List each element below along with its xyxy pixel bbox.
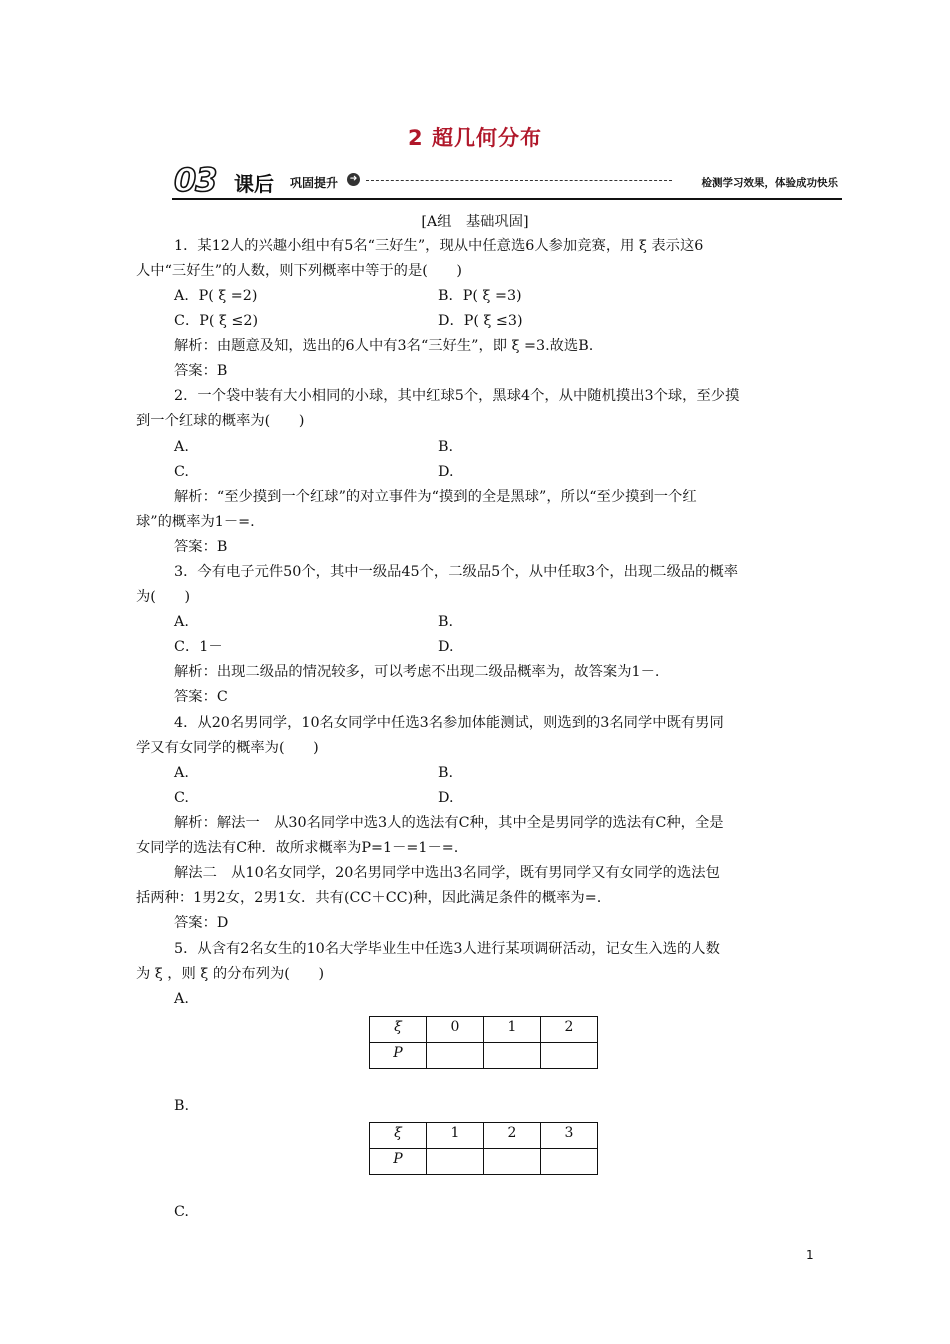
q1-answer: 答案：B xyxy=(174,363,228,379)
q3-explanation: 解析：出现二级品的情况较多，可以考虑不出现二级品概率为，故答案为1－. xyxy=(174,664,660,680)
q3-option-b: B. xyxy=(438,614,454,630)
q2-option-d: D. xyxy=(438,464,454,480)
q1-option-c: C．P( ξ ≤2) xyxy=(174,313,259,329)
q2-option-a: A. xyxy=(174,439,189,455)
q4-option-c: C. xyxy=(174,790,189,806)
q5-option-b: B. xyxy=(174,1098,190,1114)
q2-stem-line1: 2．一个袋中装有大小相同的小球，其中红球5个，黑球4个，从中随机摸出3个球，至少摸 xyxy=(174,388,740,404)
banner-sub-label: 巩固提升 xyxy=(290,176,339,190)
q3-stem-line1: 3．今有电子元件50个，其中一级品45个，二级品5个，从中任取3个，出现二级品的概率 xyxy=(174,564,739,580)
q2-option-b: B. xyxy=(438,439,454,455)
q5-option-c: C. xyxy=(174,1204,189,1220)
q2-explanation-line2: 球”的概率为1－=. xyxy=(136,514,255,530)
banner-number: 03 xyxy=(174,161,217,199)
q1-stem-line1: 1．某12人的兴趣小组中有5名“三好生”，现从中任意选6人参加竞赛，用 ξ 表示这6 xyxy=(174,238,704,254)
q5-stem-line1: 5．从含有2名女生的10名大学毕业生中任选3人进行某项调研活动，记女生入选的人数 xyxy=(174,941,720,957)
table-cell: 2 xyxy=(541,1017,598,1043)
q5-table-b xyxy=(369,1122,598,1175)
q4-explanation-line2: 女同学的选法有C种．故所求概率为P=1－=1－=. xyxy=(136,840,459,856)
arrow-right-icon: ➜ xyxy=(347,173,360,186)
q4-option-a: A. xyxy=(174,765,189,781)
q5-stem-line2: 为 ξ ，则 ξ 的分布列为( ) xyxy=(136,966,325,982)
q2-option-c: C. xyxy=(174,464,189,480)
table-cell: P xyxy=(370,1149,427,1175)
table-cell xyxy=(427,1043,484,1069)
q5-option-a: A. xyxy=(174,991,189,1007)
table-cell: 3 xyxy=(541,1123,598,1149)
q5-table-a xyxy=(369,1016,598,1069)
banner-main-label: 课后 xyxy=(234,172,274,196)
q3-stem-line2: 为( ) xyxy=(136,589,191,605)
q4-answer: 答案：D xyxy=(174,915,229,931)
table-cell: ξ xyxy=(370,1017,427,1043)
q1-explanation: 解析：由题意及知，选出的6人中有3名“三好生”，即 ξ =3.故选B. xyxy=(174,338,594,354)
table-cell xyxy=(541,1043,598,1069)
table-cell: 0 xyxy=(427,1017,484,1043)
q4-option-b: B. xyxy=(438,765,454,781)
table-cell xyxy=(427,1149,484,1175)
q2-answer: 答案：B xyxy=(174,539,228,555)
banner-slogan: 检测学习效果，体验成功快乐 xyxy=(701,177,838,189)
table-row xyxy=(370,1149,598,1175)
table-cell: 1 xyxy=(484,1017,541,1043)
q4-explanation-line3: 解法二 从10名女同学，20名男同学中选出3名同学，既有男同学又有女同学的选法包 xyxy=(174,865,720,881)
q3-answer: 答案：C xyxy=(174,689,228,705)
section-heading: [A组 基础巩固] xyxy=(421,214,529,230)
q1-stem-line2: 人中“三好生”的人数，则下列概率中等于的是( ) xyxy=(136,263,463,279)
q3-option-c: C．1－ xyxy=(174,639,223,655)
q4-stem-line1: 4．从20名男同学，10名女同学中任选3名参加体能测试，则选到的3名同学中既有男同 xyxy=(174,715,724,731)
q4-explanation-line1: 解析：解法一 从30名同学中选3人的选法有C种，其中全是男同学的选法有C种，全是 xyxy=(174,815,724,831)
q3-option-a: A. xyxy=(174,614,189,630)
section-banner xyxy=(172,162,842,200)
banner-dashed-line xyxy=(366,180,672,181)
table-row xyxy=(370,1043,598,1069)
table-cell xyxy=(541,1149,598,1175)
q1-option-b: B．P( ξ =3) xyxy=(438,288,522,304)
table-cell: 1 xyxy=(427,1123,484,1149)
banner-rule xyxy=(172,198,842,200)
page-title: 2 超几何分布 xyxy=(408,126,542,150)
table-header-row xyxy=(370,1123,598,1149)
q3-option-d: D. xyxy=(438,639,454,655)
q4-stem-line2: 学又有女同学的概率为( ) xyxy=(136,740,319,756)
table-header-row xyxy=(370,1017,598,1043)
table-cell: P xyxy=(370,1043,427,1069)
table-cell: ξ xyxy=(370,1123,427,1149)
q4-explanation-line4: 括两种：1男2女，2男1女．共有(CC＋CC)种，因此满足条件的概率为=. xyxy=(136,890,602,906)
page-number: 1 xyxy=(806,1248,814,1262)
table-cell xyxy=(484,1043,541,1069)
table-cell xyxy=(484,1149,541,1175)
q1-option-d: D．P( ξ ≤3) xyxy=(438,313,523,329)
q4-option-d: D. xyxy=(438,790,454,806)
q2-explanation-line1: 解析：“至少摸到一个红球”的对立事件为“摸到的全是黑球”，所以“至少摸到一个红 xyxy=(174,489,697,505)
q2-stem-line2: 到一个红球的概率为( ) xyxy=(136,413,305,429)
table-cell: 2 xyxy=(484,1123,541,1149)
q1-option-a: A．P( ξ =2) xyxy=(174,288,258,304)
